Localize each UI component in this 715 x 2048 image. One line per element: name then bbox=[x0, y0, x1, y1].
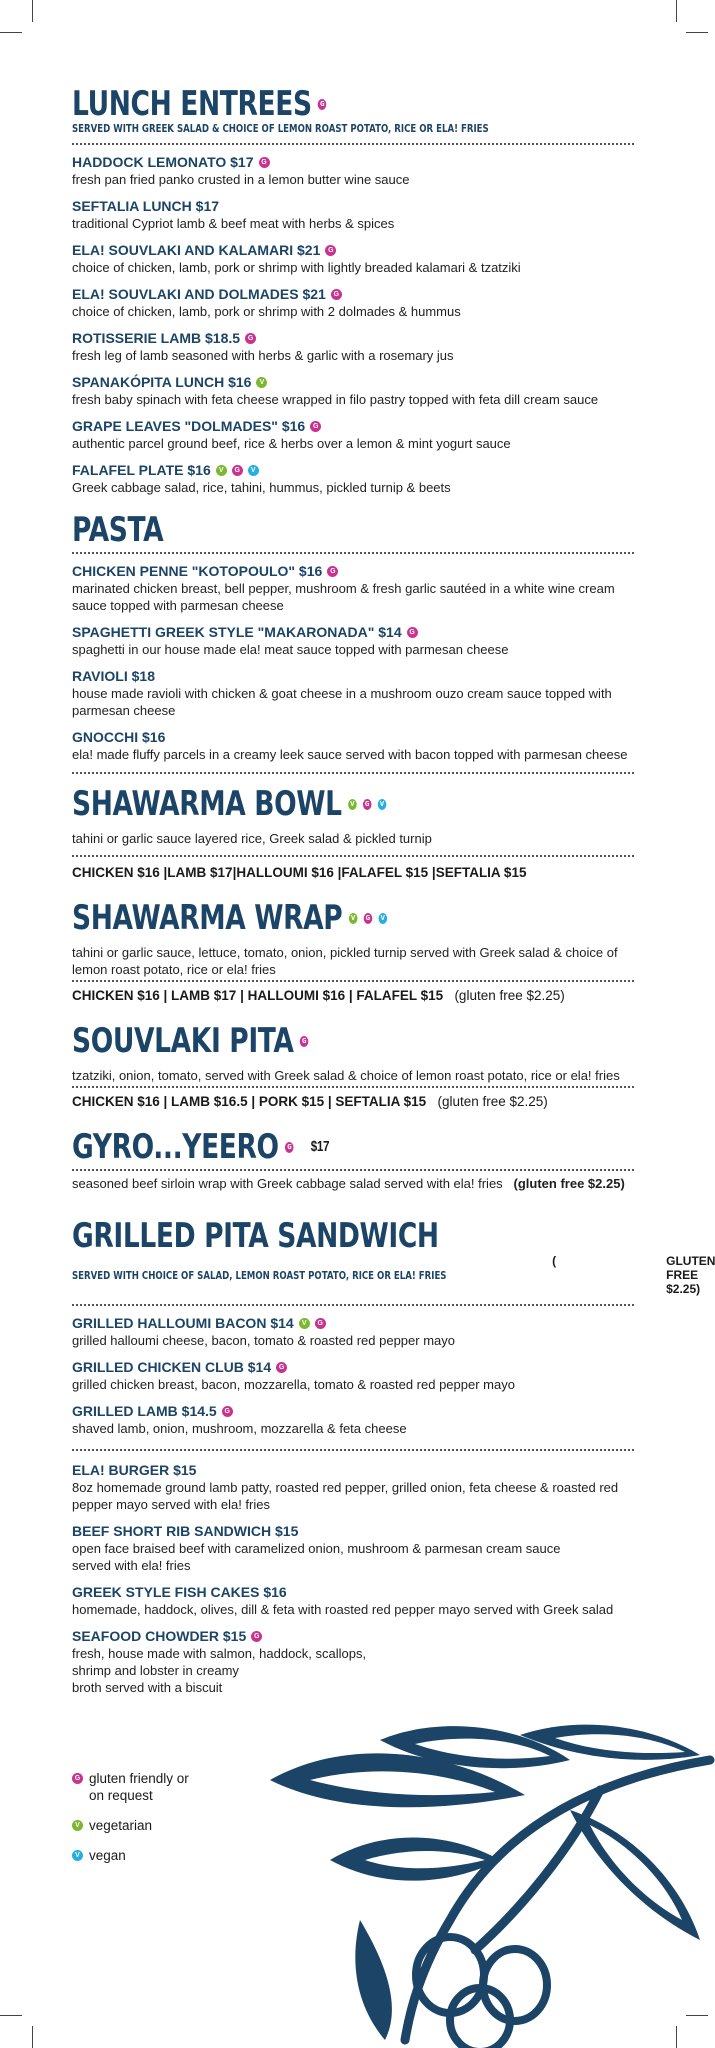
section-title-gyro: GYRO...YEERO G $17 bbox=[72, 1127, 330, 1167]
crop-mark bbox=[32, 2026, 33, 2048]
menu-item bbox=[72, 728, 634, 763]
vegan-icon: V bbox=[378, 799, 387, 810]
gluten-free-note: (gluten free $2.25) bbox=[513, 1176, 625, 1191]
item-description: broth served with a biscuit bbox=[72, 1680, 223, 1695]
dotted-divider bbox=[72, 1449, 634, 1451]
section-description: seasoned beef sirloin wrap with Greek cabbage salad served with ela! fries (gluten free $2.25) bbox=[72, 1176, 625, 1191]
item-description: ela! made fluffy parcels in a creamy leek sauce served with bacon topped with parmesan cheese bbox=[72, 747, 628, 762]
item-name: FALAFEL PLATE $16 bbox=[72, 462, 211, 478]
gluten-friendly-icon: G bbox=[327, 566, 338, 577]
gluten-friendly-icon: G bbox=[363, 913, 372, 924]
pita-subtitle-row bbox=[72, 1254, 715, 1296]
item-description: choice of chicken, lamb, pork or shrimp with lightly breaded kalamari & tzatziki bbox=[72, 260, 521, 275]
item-description: authentic parcel ground beef, rice & herbs over a lemon & mint yogurt sauce bbox=[72, 436, 511, 451]
vegetarian-icon: V bbox=[299, 1318, 310, 1329]
item-name: ELA! SOUVLAKI AND DOLMADES $21 bbox=[72, 286, 326, 302]
menu-item bbox=[72, 1522, 634, 1574]
menu-item bbox=[72, 667, 634, 719]
gluten-friendly-icon: G bbox=[310, 421, 321, 432]
gluten-friendly-icon: G bbox=[222, 1406, 233, 1417]
vegetarian-icon: V bbox=[256, 377, 267, 388]
section-title-pasta: PASTA bbox=[72, 510, 164, 550]
dotted-divider bbox=[72, 1304, 634, 1306]
item-name: CHICKEN PENNE "KOTOPOULO" $16 bbox=[72, 563, 323, 579]
menu-item bbox=[72, 153, 634, 188]
gluten-friendly-icon: G bbox=[318, 99, 327, 110]
gluten-free-note: (gluten free $2.25) bbox=[454, 988, 565, 1003]
gluten-friendly-icon: G bbox=[331, 289, 342, 300]
item-name: SPAGHETTI GREEK STYLE "MAKARONADA" $14 bbox=[72, 624, 402, 640]
item-name: GRILLED CHICKEN CLUB $14 bbox=[72, 1359, 272, 1375]
gluten-friendly-icon: G bbox=[300, 1036, 309, 1047]
item-name: ELA! BURGER $15 bbox=[72, 1462, 197, 1478]
gluten-friendly-icon: G bbox=[325, 245, 336, 256]
menu-item bbox=[72, 1358, 634, 1393]
item-name: GRILLED HALLOUMI BACON $14 bbox=[72, 1315, 294, 1331]
item-name: BEEF SHORT RIB SANDWICH $15 bbox=[72, 1523, 299, 1539]
section-description: tahini or garlic sauce, lettuce, tomato, onion, pickled turnip served with Greek salad & choice of lemon roast potato, rice or ela! fries bbox=[72, 945, 618, 977]
section-title-lunch: LUNCH ENTREES G bbox=[72, 84, 510, 124]
price-list: CHICKEN $16 | LAMB $16.5 | PORK $15 | SEFTALIA $15 (gluten free $2.25) bbox=[72, 1094, 548, 1109]
menu-item bbox=[72, 1314, 634, 1349]
gluten-friendly-icon: G bbox=[315, 1318, 326, 1329]
item-name: GNOCCHI $16 bbox=[72, 729, 166, 745]
item-name: GRAPE LEAVES "DOLMADES" $16 bbox=[72, 418, 306, 434]
vegetarian-icon: V bbox=[348, 799, 357, 810]
section-description: tzatziki, onion, tomato, served with Greek salad & choice of lemon roast potato, rice or ela! fries bbox=[72, 1068, 620, 1083]
gluten-free-note: GLUTEN FREE $2.25) bbox=[666, 1254, 715, 1296]
item-name: SPANAKÓPITA LUNCH $16 bbox=[72, 374, 252, 390]
item-name: SEFTALIA LUNCH $17 bbox=[72, 198, 220, 214]
item-name: SEAFOOD CHOWDER $15 bbox=[72, 1628, 247, 1644]
item-description: Greek cabbage salad, rice, tahini, hummus, pickled turnip & beets bbox=[72, 480, 451, 495]
item-description: grilled chicken breast, bacon, mozzarella, tomato & roasted red pepper mayo bbox=[72, 1377, 515, 1392]
item-name: GRILLED LAMB $14.5 bbox=[72, 1403, 217, 1419]
menu-item bbox=[72, 1461, 634, 1513]
gluten-friendly-icon: G bbox=[245, 333, 256, 344]
item-description: open face braised beef with caramelized onion, mushroom & parmesan cream sauce bbox=[72, 1541, 561, 1556]
dotted-divider bbox=[72, 772, 634, 774]
gluten-friendly-icon: G bbox=[72, 1773, 83, 1784]
legend-gluten-friendly: G gluten friendly or on request bbox=[72, 1770, 222, 1804]
vegetarian-icon: V bbox=[216, 465, 227, 476]
olive-branch-illustration bbox=[270, 1720, 710, 2040]
item-description: fresh baby spinach with feta cheese wrapped in filo pastry topped with feta dill cream sauce bbox=[72, 392, 599, 407]
item-description: house made ravioli with chicken & goat cheese in a mushroom ouzo cream sauce topped with parmesan cheese bbox=[72, 686, 612, 718]
gluten-friendly-icon: G bbox=[259, 157, 270, 168]
crop-mark bbox=[32, 0, 33, 22]
price-list: CHICKEN $16 |LAMB $17|HALLOUMI $16 |FALAFEL $15 |SEFTALIA $15 bbox=[72, 865, 527, 880]
item-description: shaved lamb, onion, mushroom, mozzarella & feta cheese bbox=[72, 1421, 407, 1436]
vegan-icon: V bbox=[378, 913, 387, 924]
item-description: fresh leg of lamb seasoned with herbs & garlic with a rosemary jus bbox=[72, 348, 454, 363]
gluten-friendly-icon: G bbox=[251, 1631, 262, 1642]
menu-item bbox=[72, 461, 634, 496]
item-description: spaghetti in our house made ela! meat sauce topped with parmesan cheese bbox=[72, 642, 509, 657]
item-name: ELA! SOUVLAKI AND KALAMARI $21 bbox=[72, 242, 321, 258]
gluten-free-note-open: ( bbox=[552, 1254, 557, 1268]
item-description: shrimp and lobster in creamy bbox=[72, 1663, 239, 1678]
item-description: homemade, haddock, olives, dill & feta with roasted red pepper mayo served with Greek salad bbox=[72, 1602, 614, 1617]
menu-item bbox=[72, 241, 634, 276]
dotted-divider bbox=[72, 1086, 634, 1088]
menu-item bbox=[72, 285, 634, 320]
dotted-divider bbox=[72, 855, 634, 857]
crop-mark bbox=[676, 0, 677, 22]
gluten-friendly-icon: G bbox=[232, 465, 243, 476]
gluten-friendly-icon: G bbox=[276, 1362, 287, 1373]
dotted-divider bbox=[72, 552, 634, 554]
gluten-free-note: (gluten free $2.25) bbox=[437, 1094, 548, 1109]
dotted-divider bbox=[72, 980, 634, 982]
vegan-icon: V bbox=[72, 1850, 83, 1861]
dotted-divider bbox=[72, 1169, 634, 1171]
item-description: marinated chicken breast, bell pepper, mushroom & fresh garlic sautéed in a white wine cream sauce topped with parmesan cheese bbox=[72, 581, 615, 613]
crop-mark bbox=[686, 32, 708, 33]
section-title-pita: GRILLED PITA SANDWICH bbox=[72, 1216, 439, 1256]
gyro-price: $17 bbox=[310, 1138, 330, 1155]
section-title-wrap: SHAWARMA WRAP V G V bbox=[72, 898, 510, 938]
item-description: traditional Cypriot lamb & beef meat with herbs & spices bbox=[72, 216, 395, 231]
menu-item bbox=[72, 373, 634, 408]
vegetarian-icon: V bbox=[349, 913, 358, 924]
item-name: GREEK STYLE FISH CAKES $16 bbox=[72, 1584, 287, 1600]
menu-page bbox=[72, 84, 715, 1705]
menu-item bbox=[72, 562, 634, 614]
crop-mark bbox=[0, 2015, 22, 2016]
item-description: fresh pan fried panko crusted in a lemon butter wine sauce bbox=[72, 172, 410, 187]
gluten-friendly-icon: G bbox=[363, 799, 372, 810]
item-name: HADDOCK LEMONATO $17 bbox=[72, 154, 254, 170]
item-description: 8oz homemade ground lamb patty, roasted red pepper, grilled onion, feta cheese & roasted red pepper mayo served with ela! fries bbox=[72, 1480, 619, 1512]
section-subtitle-lunch: SERVED WITH GREEK SALAD & CHOICE OF LEMON ROAST POTATO, RICE OR ELA! FRIES bbox=[72, 122, 489, 135]
gluten-friendly-icon: G bbox=[407, 627, 418, 638]
gluten-friendly-icon: G bbox=[285, 1142, 294, 1153]
section-description: tahini or garlic sauce layered rice, Greek salad & pickled turnip bbox=[72, 831, 432, 846]
item-description: served with ela! fries bbox=[72, 1558, 191, 1573]
menu-item bbox=[72, 623, 634, 658]
vegan-icon: V bbox=[248, 465, 259, 476]
item-name: RAVIOLI $18 bbox=[72, 668, 155, 684]
dotted-divider bbox=[72, 143, 634, 145]
item-description: grilled halloumi cheese, bacon, tomato & roasted red pepper mayo bbox=[72, 1333, 455, 1348]
menu-item bbox=[72, 1583, 634, 1618]
section-title-bowl: SHAWARMA BOWL V G V bbox=[72, 784, 510, 824]
legend bbox=[72, 1770, 222, 1877]
item-description: fresh, house made with salmon, haddock, scallops, bbox=[72, 1646, 367, 1661]
legend-vegetarian: V vegetarian bbox=[72, 1817, 222, 1834]
menu-item bbox=[72, 329, 634, 364]
crop-mark bbox=[0, 32, 22, 33]
section-title-souvlaki: SOUVLAKI PITA G bbox=[72, 1021, 510, 1061]
menu-item bbox=[72, 1402, 634, 1437]
item-name: ROTISSERIE LAMB $18.5 bbox=[72, 330, 241, 346]
legend-vegan: V vegan bbox=[72, 1847, 222, 1864]
price-list: CHICKEN $16 | LAMB $17 | HALLOUMI $16 | FALAFEL $15 (gluten free $2.25) bbox=[72, 988, 565, 1003]
menu-item bbox=[72, 197, 634, 232]
item-description: choice of chicken, lamb, pork or shrimp with 2 dolmades & hummus bbox=[72, 304, 461, 319]
section-subtitle-pita: SERVED WITH CHOICE OF SALAD, LEMON ROAST POTATO, RICE OR ELA! FRIES bbox=[72, 1268, 447, 1282]
menu-item bbox=[72, 1627, 634, 1696]
menu-item bbox=[72, 417, 634, 452]
vegetarian-icon: V bbox=[72, 1820, 83, 1831]
